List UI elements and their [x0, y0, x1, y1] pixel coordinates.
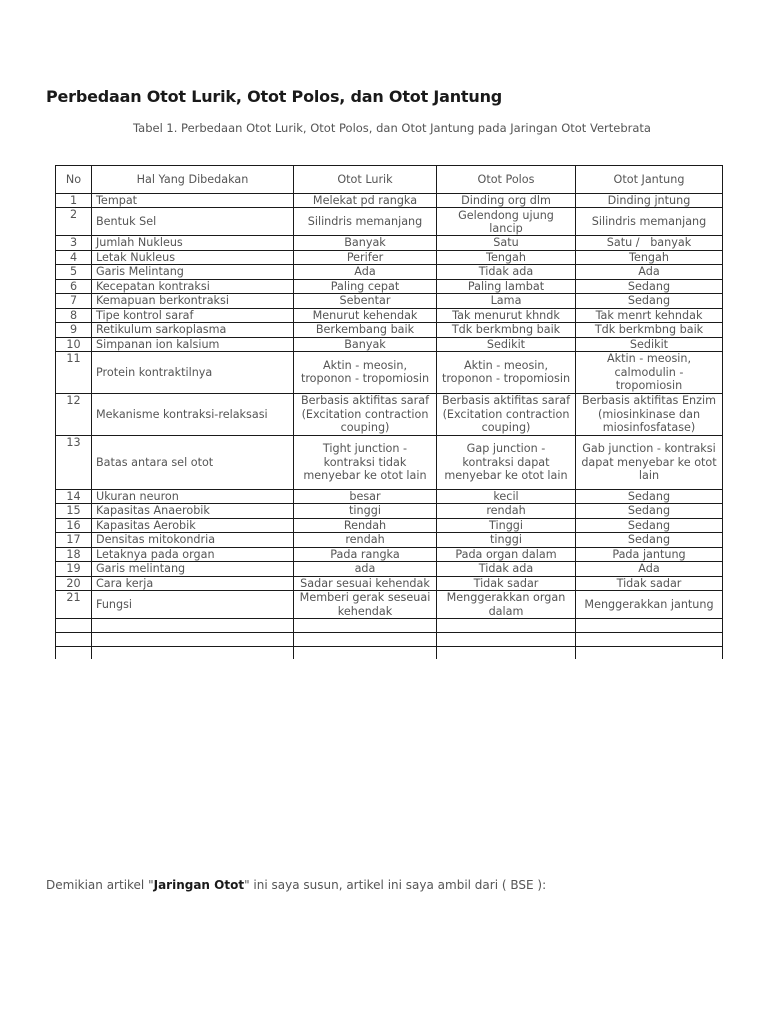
footer-article-name: Jaringan Otot: [153, 878, 245, 892]
cell-no: 4: [56, 250, 92, 264]
cell-no: 17: [56, 533, 92, 547]
cell-no: 2: [56, 208, 92, 236]
cell-jantung: Tidak sadar: [576, 576, 723, 590]
cell-no: 21: [56, 591, 92, 619]
empty-row: [56, 633, 723, 647]
cell-lurik: Melekat pd rangka: [294, 194, 437, 208]
table-row: [56, 294, 723, 308]
table-row: [56, 518, 723, 532]
footer-text: [46, 878, 546, 892]
cell-hal: Tempat: [92, 194, 294, 208]
table-row: [56, 265, 723, 279]
cell-jantung: Aktin - meosin, calmodulin - tropomiosin: [576, 351, 723, 393]
cell-hal: Kemapuan berkontraksi: [92, 294, 294, 308]
cell-jantung: Gab junction - kontraksi dapat menyebar ke otot lain: [576, 435, 723, 489]
cell-lurik: rendah: [294, 533, 437, 547]
cell-no: 16: [56, 518, 92, 532]
cell-hal: Cara kerja: [92, 576, 294, 590]
table-row: [56, 250, 723, 264]
table-row: [56, 533, 723, 547]
cell-hal: Batas antara sel otot: [92, 435, 294, 489]
cell-hal: Retikulum sarkoplasma: [92, 323, 294, 337]
table-row: [56, 208, 723, 236]
table-row: [56, 489, 723, 503]
comparison-table: [55, 165, 723, 659]
header-otot-lurik: Otot Lurik: [294, 166, 437, 194]
table-row: [56, 504, 723, 518]
cell-lurik: Rendah: [294, 518, 437, 532]
cell-polos: Tdk berkmbng baik: [437, 323, 576, 337]
table-row: [56, 308, 723, 322]
footer-prefix: Demikian artikel ": [46, 878, 154, 892]
cell-hal: Protein kontraktilnya: [92, 351, 294, 393]
cell-hal: Tipe kontrol saraf: [92, 308, 294, 322]
cell-hal: Garis melintang: [92, 562, 294, 576]
cell-jantung: Menggerakkan jantung: [576, 591, 723, 619]
table-row: [56, 337, 723, 351]
cell-lurik: besar: [294, 489, 437, 503]
cell-lurik: Sebentar: [294, 294, 437, 308]
cell-jantung: Sedang: [576, 533, 723, 547]
cell-lurik: Menurut kehendak: [294, 308, 437, 322]
cell-hal: Letak Nukleus: [92, 250, 294, 264]
table-row: [56, 435, 723, 489]
cell-lurik: Banyak: [294, 236, 437, 250]
cell-jantung: Ada: [576, 265, 723, 279]
cell-polos: Paling lambat: [437, 279, 576, 293]
cell-jantung: Sedang: [576, 294, 723, 308]
cell-lurik: Berkembang baik: [294, 323, 437, 337]
cell-jantung: Ada: [576, 562, 723, 576]
cell-jantung: Tdk berkmbng baik: [576, 323, 723, 337]
cell-hal: Letaknya pada organ: [92, 547, 294, 561]
cell-no: 11: [56, 351, 92, 393]
table-row: [56, 591, 723, 619]
header-otot-jantung: Otot Jantung: [576, 166, 723, 194]
cell-no: 7: [56, 294, 92, 308]
table-header-row: [56, 166, 723, 194]
cell-hal: Kecepatan kontraksi: [92, 279, 294, 293]
cell-polos: Gelendong ujung lancip: [437, 208, 576, 236]
cell-lurik: Perifer: [294, 250, 437, 264]
cell-lurik: Aktin - meosin, troponon - tropomiosin: [294, 351, 437, 393]
cell-lurik: Silindris memanjang: [294, 208, 437, 236]
cell-polos: tinggi: [437, 533, 576, 547]
header-otot-polos: Otot Polos: [437, 166, 576, 194]
cell-polos: Lama: [437, 294, 576, 308]
cell-polos: Pada organ dalam: [437, 547, 576, 561]
cell-lurik: Paling cepat: [294, 279, 437, 293]
cell-polos: Tidak ada: [437, 265, 576, 279]
cell-polos: Gap junction - kontraksi dapat menyebar ke otot lain: [437, 435, 576, 489]
cell-polos: Menggerakkan organ dalam: [437, 591, 576, 619]
cell-hal: Simpanan ion kalsium: [92, 337, 294, 351]
cell-no: 9: [56, 323, 92, 337]
cell-polos: Dinding org dlm: [437, 194, 576, 208]
cell-no: 10: [56, 337, 92, 351]
cell-jantung: Dinding jntung: [576, 194, 723, 208]
cell-polos: Tak menurut khndk: [437, 308, 576, 322]
table-row: [56, 279, 723, 293]
cell-jantung: Sedikit: [576, 337, 723, 351]
cell-no: 5: [56, 265, 92, 279]
table-row: [56, 323, 723, 337]
cell-hal: Bentuk Sel: [92, 208, 294, 236]
cell-hal: Kapasitas Anaerobik: [92, 504, 294, 518]
cell-no: 15: [56, 504, 92, 518]
table-caption: Tabel 1. Perbedaan Otot Lurik, Otot Polos, dan Otot Jantung pada Jaringan Otot Vertebrata: [133, 121, 651, 135]
cell-no: 18: [56, 547, 92, 561]
cell-polos: Tengah: [437, 250, 576, 264]
cell-jantung: Silindris memanjang: [576, 208, 723, 236]
table-row: [56, 547, 723, 561]
footer-suffix: " ini saya susun, artikel ini saya ambil dari ( BSE ):: [244, 878, 547, 892]
cell-hal: Ukuran neuron: [92, 489, 294, 503]
cell-jantung: Sedang: [576, 518, 723, 532]
cell-no: 6: [56, 279, 92, 293]
cell-polos: rendah: [437, 504, 576, 518]
cell-jantung: Satu / banyak: [576, 236, 723, 250]
table-row: [56, 351, 723, 393]
table-row: [56, 236, 723, 250]
cell-no: 20: [56, 576, 92, 590]
cell-no: 14: [56, 489, 92, 503]
cell-hal: Jumlah Nukleus: [92, 236, 294, 250]
cell-polos: Tidak ada: [437, 562, 576, 576]
cell-no: 13: [56, 435, 92, 489]
table-row: [56, 562, 723, 576]
cell-lurik: tinggi: [294, 504, 437, 518]
cell-hal: Fungsi: [92, 591, 294, 619]
cell-polos: Aktin - meosin, troponon - tropomiosin: [437, 351, 576, 393]
cell-polos: Satu: [437, 236, 576, 250]
cell-lurik: Banyak: [294, 337, 437, 351]
table-row: [56, 393, 723, 435]
cell-lurik: Berbasis aktifitas saraf (Excitation contraction couping): [294, 393, 437, 435]
cell-jantung: Sedang: [576, 489, 723, 503]
page-title: Perbedaan Otot Lurik, Otot Polos, dan Otot Jantung: [46, 87, 503, 106]
cell-polos: Sedikit: [437, 337, 576, 351]
empty-row: [56, 619, 723, 633]
cell-polos: Tidak sadar: [437, 576, 576, 590]
cell-lurik: Ada: [294, 265, 437, 279]
cell-no: 19: [56, 562, 92, 576]
cell-polos: Berbasis aktifitas saraf (Excitation contraction couping): [437, 393, 576, 435]
empty-row: [56, 647, 723, 660]
cell-jantung: Pada jantung: [576, 547, 723, 561]
cell-polos: kecil: [437, 489, 576, 503]
cell-no: 3: [56, 236, 92, 250]
table-row: [56, 576, 723, 590]
cell-jantung: Tak menrt kehndak: [576, 308, 723, 322]
cell-no: 12: [56, 393, 92, 435]
cell-hal: Garis Melintang: [92, 265, 294, 279]
cell-jantung: Berbasis aktifitas Enzim (miosinkinase dan miosinfosfatase): [576, 393, 723, 435]
cell-lurik: Memberi gerak seseuai kehendak: [294, 591, 437, 619]
cell-no: 1: [56, 194, 92, 208]
cell-lurik: ada: [294, 562, 437, 576]
header-no: No: [56, 166, 92, 194]
cell-jantung: Sedang: [576, 504, 723, 518]
header-hal: Hal Yang Dibedakan: [92, 166, 294, 194]
cell-lurik: Tight junction - kontraksi tidak menyebar ke otot lain: [294, 435, 437, 489]
cell-jantung: Tengah: [576, 250, 723, 264]
cell-jantung: Sedang: [576, 279, 723, 293]
cell-hal: Kapasitas Aerobik: [92, 518, 294, 532]
cell-no: 8: [56, 308, 92, 322]
table-row: [56, 194, 723, 208]
cell-hal: Mekanisme kontraksi-relaksasi: [92, 393, 294, 435]
cell-hal: Densitas mitokondria: [92, 533, 294, 547]
cell-polos: Tinggi: [437, 518, 576, 532]
cell-lurik: Sadar sesuai kehendak: [294, 576, 437, 590]
cell-lurik: Pada rangka: [294, 547, 437, 561]
